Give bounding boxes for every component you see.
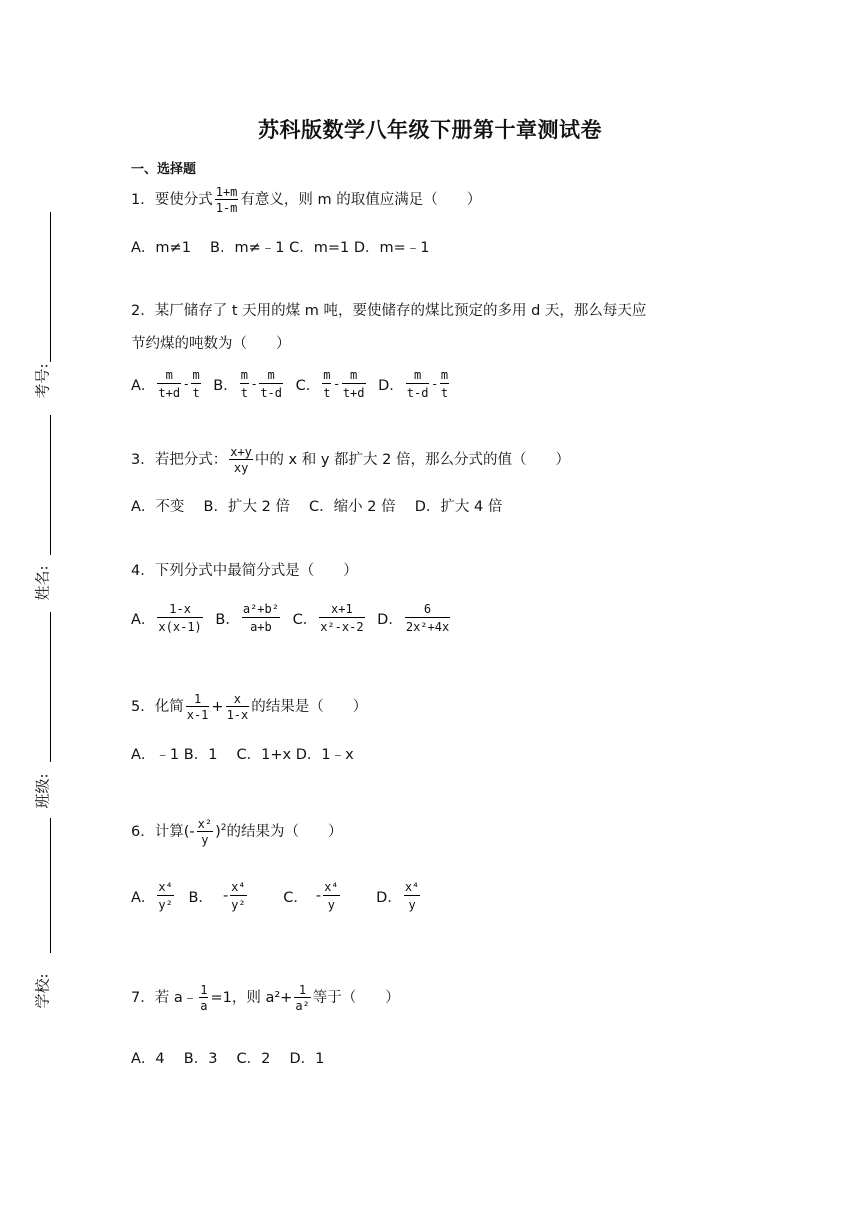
- q5-fraction-2: $\frac{x}{1-x}$: [226, 692, 249, 722]
- binding-line-1: [50, 212, 51, 362]
- question-7-options: A．4 B．3 C．2 D．1: [131, 1051, 325, 1067]
- binding-line-2: [50, 415, 51, 555]
- q2-option-a: A． $\frac{m}{t+d}$ - $\frac{m}{t}$: [131, 368, 200, 400]
- question-1: 1．要使分式 $\frac{1+m}{1-m}$ 有意义，则 m 的取值应满足（ ）: [131, 185, 482, 215]
- question-3: 3．若把分式： $\frac{x+y}{xy}$ 中的 x 和 y 都扩大 2 倍，那么分式的值（ ）: [131, 445, 570, 475]
- q6-option-d: D． $\frac{\text{x⁴}}{y}$: [376, 880, 420, 912]
- binding-line-4: [50, 818, 51, 953]
- side-label-exam-number: 考号:: [33, 363, 52, 399]
- question-2-line-2: 节约煤的吨数为（ ）: [131, 336, 291, 352]
- q3-fraction: $\frac{x+y}{xy}$: [230, 445, 252, 475]
- q7-fraction-2: $\frac{1}{\text{a²}}$: [295, 983, 310, 1013]
- q6-fraction: $\frac{\text{x²}}{y}$: [197, 817, 213, 847]
- q7-fraction-1: $\frac{1}{a}$: [200, 983, 208, 1013]
- binding-line-3: [50, 612, 51, 762]
- q2-option-c: C． $\frac{m}{t}$ - $\frac{m}{t+d}$: [295, 368, 365, 400]
- page-title: 苏科版数学八年级下册第十章测试卷: [258, 117, 602, 142]
- q2-option-d: D． $\frac{m}{t-d}$ - $\frac{m}{t}$: [378, 368, 449, 400]
- q4-option-b: B． $\frac{\text{a²+b²}}{a+b}$: [215, 602, 279, 634]
- side-label-name: 姓名:: [33, 565, 52, 601]
- question-2-options: [131, 368, 457, 400]
- question-4: 4．下列分式中最简分式是（ ）: [131, 563, 358, 579]
- question-6: 6．计算(- $\frac{\text{x²}}{y}$ )$^2$的结果为（ ）: [131, 817, 343, 847]
- question-4-options: [131, 602, 458, 634]
- side-label-school: 学校:: [33, 973, 52, 1009]
- section-heading: 一、选择题: [131, 162, 197, 177]
- q6-option-c: C． - $\frac{\text{x⁴}}{y}$: [283, 880, 339, 912]
- side-label-class: 班级:: [33, 773, 52, 809]
- q6-option-b: B． - $\frac{\text{x⁴}}{\text{y²}}$: [188, 880, 246, 912]
- question-3-options: A．不变 B．扩大 2 倍 C．缩小 2 倍 D．扩大 4 倍: [131, 499, 503, 515]
- question-7: 7．若 a﹣ $\frac{1}{a}$ =1，则 a²+ $\frac{1}{\text{a²}}$ 等于（ ）: [131, 983, 400, 1013]
- question-5-options: A．﹣1 B．1 C．1+x D．1﹣x: [131, 747, 354, 763]
- question-6-options: [131, 880, 428, 912]
- q6-option-a: A． $\frac{\text{x⁴}}{\text{y²}}$: [131, 880, 173, 912]
- q5-fraction-1: $\frac{1}{x-1}$: [186, 692, 209, 722]
- q1-fraction: $\frac{1+m}{1-m}$: [215, 185, 238, 215]
- question-2-line-1: 2．某厂储存了 t 天用的煤 m 吨，要使储存的煤比预定的多用 d 天，那么每天应: [131, 303, 647, 319]
- q2-option-b: B． $\frac{m}{t}$ - $\frac{m}{t-d}$: [213, 368, 283, 400]
- q4-option-a: A． $\frac{1-x}{x(x-1)}$: [131, 602, 202, 634]
- q4-option-c: C． $\frac{x+1}{\text{x²-x-2}}$: [292, 602, 364, 634]
- question-1-options: A．m≠1 B．m≠﹣1 C．m=1 D．m=﹣1: [131, 240, 430, 256]
- q4-option-d: D． $\frac{6}{\text{2x²+4x}}$: [377, 602, 450, 634]
- question-5: 5．化简 $\frac{1}{x-1}$ + $\frac{x}{1-x}$ 的结果是（ ）: [131, 692, 368, 722]
